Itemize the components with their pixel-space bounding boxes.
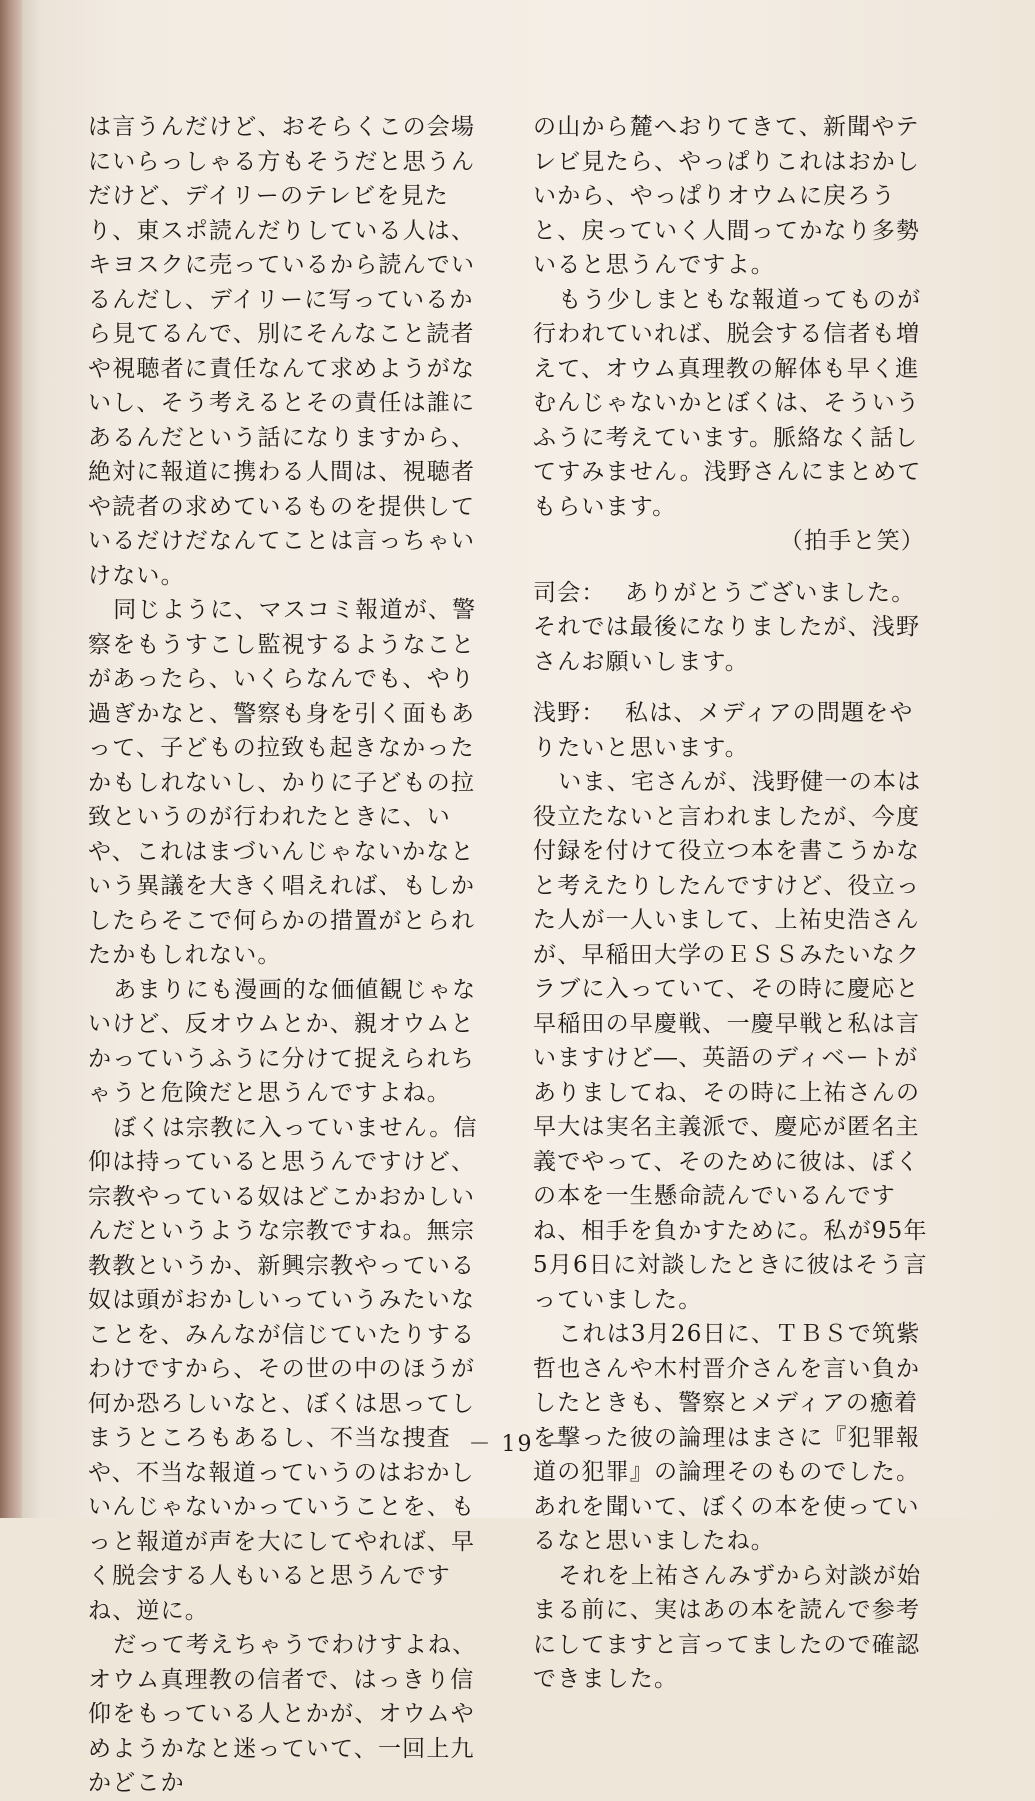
right-paragraph-1: の山から麓へおりてきて、新聞やテレビ見たら、やっぱりこれはおかしいから、やっぱりオウムに戻ろうと、戻っていく人間ってかなり多勢いると思うんですよ。 [533,114,921,278]
page-number: － 19 － [468,1432,567,1457]
left-paragraph-2: 同じように、マスコミ報道が、警察をもうすこし監視するようなことがあったら、いくらなんでも、やり過ぎかなと、警察も身を引く面もあって、子どもの拉致も起きなかったかもしれないし、かりに子どもの拉致というのが行われたときに、いや、これはまづいんじゃないかなという異議を大きく唱えれば、もしかしたらそこで何らかの措置がとられたかもしれない。 [88,597,477,968]
spacer [533,679,933,696]
speaker-label-moderator: 司会： [533,579,606,606]
right-column [533,110,933,1697]
right-paragraph-2: もう少しまともな報道ってものが行われていれば、脱会する信者も増えて、オウム真理教の解体も早く進むんじゃないかとぼくは、そういうふうに考えています。脈絡なく話してすみません。浅野さんにまとめてもらいます。 [533,286,922,520]
left-column [88,110,488,1801]
asano-line [533,696,933,765]
left-paragraph-5: だって考えちゃうでわけすよね、オウム真理教の信者で、はっきり信仰をもっている人とかが、オウムやめようかなと迷っていて、一回上九かどこか [88,1632,477,1796]
moderator-continuation: それでは最後になりましたが、浅野さんお願いします。 [533,614,921,675]
speaker-label-asano: 浅野： [533,700,606,726]
moderator-line [533,576,933,611]
right-paragraph-4: これは3月26日に、ＴＢＳで筑紫哲也さんや木村晋介さんを言い負かしたときも、警察とメディアの癒着を撃った彼の論理はまさに『犯罪報道の犯罪』の論理そのものでした。あれを聞いて、ぼくの本を使っているなと思いましたね。 [533,1321,921,1554]
book-binding-edge [0,0,22,1518]
spacer [533,559,933,576]
left-paragraph-4: ぼくは宗教に入っていません。信仰は持っていると思うんですけど、宗教やっている奴はどこかおかしいんだというような宗教ですね。無宗教教というか、新興宗教やっている奴は頭がおかしいっていうみたいなことを、みんなが信じていたりするわけですから、その世の中のほうが何か恐ろしいなと、ぼくは思ってしまうところもあるし、不当な捜査や、不当な報道っていうのはおかしいんじゃないかっていうことを、もっと報道が声を大にしてやれば、早く脱会する人もいると思うんですね、逆に。 [88,1114,478,1624]
applause-note: （拍手と笑） [779,528,925,554]
moderator-remark: ありがとうございました。 [625,579,916,606]
right-paragraph-5: それを上祐さんみずから対談が始まる前に、実はあの本を読んで参考にしてますと言ってましたので確認できました。 [533,1562,922,1692]
asano-remark: 私は、メディアの問題をやりたいと思います。 [533,700,914,761]
right-paragraph-3: いま、宅さんが、浅野健一の本は役立たないと言われましたが、今度付録を付けて役立つ本を書こうかなと考えたりしたんですけど、役立った人が一人いまして、上祐史浩さんが、早稲田大学のＥＳＳみたいなクラブに入っていて、その時に慶応と早稲田の早慶戦、一慶早戦と私は言いますけど―、英語のディベートがありましてね、その時に上祐さんの早大は実名主義派で、慶応が匿名主義でやって、そのために彼は、ぼくの本を一生懸命読んでいるんですね、相手を負かすために。私が95年5月6日に対談したときに彼はそう言っていました。 [533,769,928,1313]
left-paragraph-1: は言うんだけど、おそらくこの会場にいらっしゃる方もそうだと思うんだけど、デイリーのテレビを見たり、東スポ読んだりしている人は、キヨスクに売っているから読んでいるんだし、デイリーに写っているから見てるんで、別にそんなこと読者や視聴者に責任なんて求めようがないし、そう考えるとその責任は誰にあるんだという話になりますから、絶対に報道に携わる人間は、視聴者や読者の求めているものを提供しているだけだなんてことは言っちゃいけない。 [88,114,476,589]
left-paragraph-3: あまりにも漫画的な価値観じゃないけど、反オウムとか、親オウムとかっていうふうに分けて捉えられちゃうと危険だと思うんですよね。 [88,976,477,1106]
